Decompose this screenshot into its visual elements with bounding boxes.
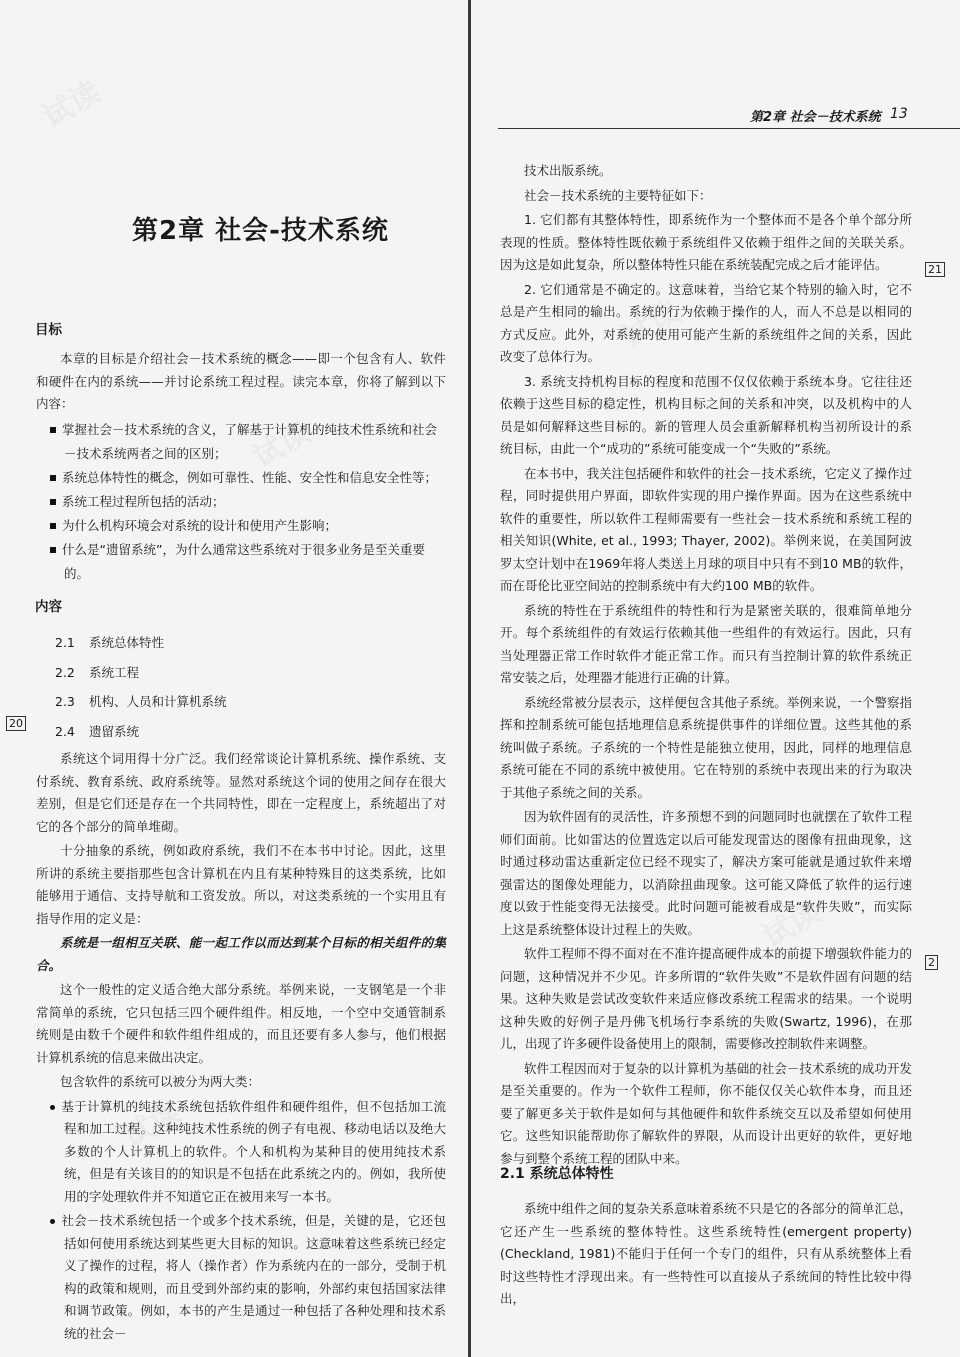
- paragraph: 在本书中，我关注包括硬件和软件的社会－技术系统，它定义了操作过程，同时提供用户界面，即软件实现的用户操作界面。因为在这些系统中软件的重要性，所以软件工程师需要有一些社会－技术系统和系统工程的相关知识(White, et al., 1993; Thayer, 2002)。举例来说，在美国阿波罗太空计划中在1969年将人类送上月球的项目中只有不到10 MB的软件，而在哥伦比亚空间站的控制系统中有大约100 MB的软件。: [500, 465, 912, 593]
- objectives-heading: 目标: [35, 322, 62, 338]
- list-item-text: 为什么机构环境会对系统的设计和使用产生影响；: [62, 517, 338, 533]
- paragraph: 包含软件的系统可以被分为两大类：: [60, 1074, 261, 1089]
- header-rule: [498, 128, 960, 129]
- contents-heading: 内容: [35, 599, 62, 615]
- watermark: 试读: [617, 294, 687, 356]
- list-item: [36, 418, 446, 466]
- square-bullet-icon: [50, 427, 56, 433]
- paragraph: 因为软件固有的灵活性，许多预想不到的问题同时也就摆在了软件工程师们面前。比如雷达的位置选定以后可能发现雷达的图像有扭曲现象，这时通过移动雷达重新定位已经不现实了，解决方案可能就是通过软件来增强雷达的图像处理能力，以消除扭曲现象。这可能又降低了软件的运行速度以致于性能变得无法接受。此时问题可能被看成是“软件失败”，而实际上这是系统整体设计过程上的失败。: [500, 809, 912, 937]
- dot-bullet-icon: [50, 1105, 55, 1110]
- margin-page-ref: 21: [925, 262, 945, 277]
- running-head: 第2章 社会－技术系统: [750, 110, 881, 125]
- paragraph: 软件工程因而对于复杂的以计算机为基础的社会－技术系统的成功开发是至关重要的。作为一个软件工程师，你不能仅仅关心软件本身，而且还要了解更多关于软件是如何与其他硬件和软件系统交互以及希望如何使用它。这些知识能帮助你了解软件的界限，从而设计出更好的软件，更好地参与到整个系统工程的团队中来。: [500, 1060, 912, 1166]
- list-item: [36, 1210, 446, 1345]
- left-page: [0, 0, 470, 1357]
- paragraph: 社会－技术系统的主要特征如下：: [524, 187, 712, 203]
- paragraph: 系统经常被分层表示，这样便包含其他子系统。举例来说，一个警察指挥和控制系统可能包括地理信息系统提供事件的详细位置。这些其他的系统叫做子系统。子系统的一个特性是能独立使用，因此，同样的地理信息系统可能在不同的系统中被使用。它在特别的系统中表现出来的行为取决于其他子系统之间的关系。: [500, 694, 912, 800]
- watermark: 试读: [757, 894, 827, 956]
- toc-number: 2.3: [55, 694, 75, 710]
- objectives-intro: 本章的目标是介绍社会－技术系统的概念——即一个包含有人、软件和硬件在内的系统——并讨论系统工程过程。读完本章，你将了解到以下内容：: [36, 351, 446, 411]
- page-number: 13: [890, 106, 908, 122]
- margin-page-ref: 20: [6, 716, 26, 731]
- toc-title: 机构、人员和计算机系统: [88, 694, 227, 710]
- paragraph: 这个一般性的定义适合绝大部分系统。举例来说，一支钢笔是一个非常简单的系统，它只包括三四个硬件组件。相反地，一个空中交通管制系统则是由数千个硬件和软件组件组成的，而且还要有多人参与，他们根据计算机系统的信息来做出决定。: [36, 982, 446, 1065]
- paragraph: 2. 它们通常是不确定的。这意味着，当给它某个特别的输入时，它不总是产生相同的输出。系统的行为依赖于操作的人，而人不总是以相同的方式反应。此外，对系统的使用可能产生新的系统组件之间的关系，因此改变了总体行为。: [500, 281, 912, 364]
- toc-number: 2.1: [55, 635, 75, 650]
- toc-item[interactable]: [55, 628, 415, 658]
- list-item: [36, 490, 446, 514]
- list-item-text: 掌握社会－技术系统的含义，了解基于计算机的纯技术性系统和社会－技术系统两者之间的区别；: [62, 421, 438, 461]
- chapter-title: 第2章 社会-技术系统: [132, 216, 389, 246]
- definition-text: 系统是一组相互关联、能一起工作以而达到某个目标的相关组件的集合。: [36, 935, 446, 973]
- list-item: [36, 466, 446, 490]
- paragraph: 系统中组件之间的复杂关系意味着系统不只是它的各部分的简单汇总，它还产生一些系统的整体特性。这些系统特性(emergent property)(Checkland, 1981)不能归于任何一个专门的组件，只有从系统整体上看时这些特性才浮现出来。有一些特性可以直接从子系统间的特性比较中得出，: [500, 1201, 912, 1306]
- square-bullet-icon: [50, 523, 56, 529]
- body-text-left: [36, 748, 446, 1347]
- body-text-right: [500, 160, 912, 1172]
- list-item: [36, 514, 446, 538]
- list-item: [36, 538, 446, 586]
- watermark: 试读: [117, 1094, 187, 1156]
- list-item-text: 基于计算机的纯技术系统包括软件组件和硬件组件，但不包括加工流程和加工过程。这种纯技术性系统的例子有电视、移动电话以及绝大多数的个人计算机上的软件。个人和机构为某种目的使用纯技术系统，但是有关该目的的知识是不包括在此系统之内的。例如，我所使用的字处理软件并不知道它正在被用来写一本书。: [61, 1098, 446, 1204]
- toc-number: 2.2: [55, 664, 75, 680]
- list-item-text: 什么是“遗留系统”，为什么通常这些系统对于很多业务是至关重要的。: [62, 541, 425, 581]
- paragraph: 软件工程师不得不面对在不准许提高硬件成本的前提下增强软件能力的问题，这种情况并不少见。许多所谓的“软件失败”不是软件固有问题的结果。这种失败是尝试改变软件来适应修改系统工程需求的结果。一个说明这种失败的好例子是丹佛飞机场行李系统的失败(Swartz, 1996)，在那儿，出现了许多硬件设备使用上的限制，需要修改控制软件来调整。: [500, 946, 912, 1051]
- toc-title: 遗留系统: [88, 723, 139, 739]
- paragraph: 3. 系统支持机构目标的程度和范围不仅仅依赖于系统本身。它往往还依赖于这些目标的稳定性，机构目标之间的关系和冲突，以及机构中的人员是如何解释这些目标的。新的管理人员会重新解释机构当初所设计的系统目标，由此一个“成功的”系统可能变成一个“失败的”系统。: [500, 373, 912, 456]
- paragraph: 1. 它们都有其整体特性，即系统作为一个整体而不是各个单个部分所表现的性质。整体特性既依赖于系统组件又依赖于组件之间的关联关系。因为这是如此复杂，所以整体特性只能在系统装配完成之后才能评估。: [500, 212, 912, 272]
- right-page: [470, 0, 960, 1357]
- paragraph: 十分抽象的系统，例如政府系统，我们不在本书中讨论。因此，这里所讲的系统主要指那些包含计算机在内且有某种特殊目的这类系统，比如能够用于通信、支持导航和工资发放。所以，对这类系统的一个实用且有指导作用的定义是：: [36, 843, 446, 926]
- toc-item[interactable]: [55, 717, 415, 747]
- objectives-block: [36, 348, 446, 586]
- dot-bullet-icon: [50, 1219, 55, 1224]
- square-bullet-icon: [50, 475, 56, 481]
- watermark: 试读: [247, 414, 317, 476]
- list-item-text: 系统工程过程所包括的活动；: [62, 493, 225, 509]
- watermark: 试读: [37, 74, 107, 136]
- paragraph: 系统的特性在于系统组件的特性和行为是紧密关联的，很难简单地分开。每个系统组件的有效运行依赖其他一些组件的有效运行。因此，只有当处理器正常工作时软件才能正常工作。而只有当控制计算的软件系统正常安装之后，处理器才能进行正确的计算。: [500, 602, 912, 685]
- contents-list: [55, 628, 415, 746]
- toc-item[interactable]: [55, 687, 415, 717]
- square-bullet-icon: [50, 499, 56, 505]
- paragraph: 系统这个词用得十分广泛。我们经常谈论计算机系统、操作系统、支付系统、教育系统、政府系统等。显然对系统这个词的使用之间存在很大差别，但是它们还是存在一个共同特性，即在一定程度上，系统超出了对它的各个部分的简单堆砌。: [36, 751, 446, 834]
- list-item-text: 社会－技术系统包括一个或多个技术系统，但是，关键的是，它还包括如何使用系统达到某些更大目标的知识。这意味着这些系统已经定义了操作的过程，将人（操作者）作为系统内在的一部分，受制于机构的政策和规则，而且受到外部约束的影响，外部约束包括国家法律和调节政策。例如，本书的产生是通过一种包括了各种处理和技术系统的社会－: [61, 1213, 446, 1341]
- toc-number: 2.4: [55, 723, 75, 739]
- paragraph: 技术出版系统。: [524, 163, 612, 178]
- toc-title: 系统工程: [88, 664, 139, 680]
- toc-item[interactable]: [55, 658, 415, 688]
- list-item: [36, 1096, 446, 1209]
- list-item-text: 系统总体特性的概念，例如可靠性、性能、安全性和信息安全性等；: [62, 469, 438, 485]
- square-bullet-icon: [50, 547, 56, 553]
- section-body: [500, 1198, 912, 1313]
- toc-title: 系统总体特性: [88, 635, 164, 650]
- section-heading: 2.1 系统总体特性: [500, 1166, 614, 1182]
- margin-page-ref: 2: [925, 955, 938, 970]
